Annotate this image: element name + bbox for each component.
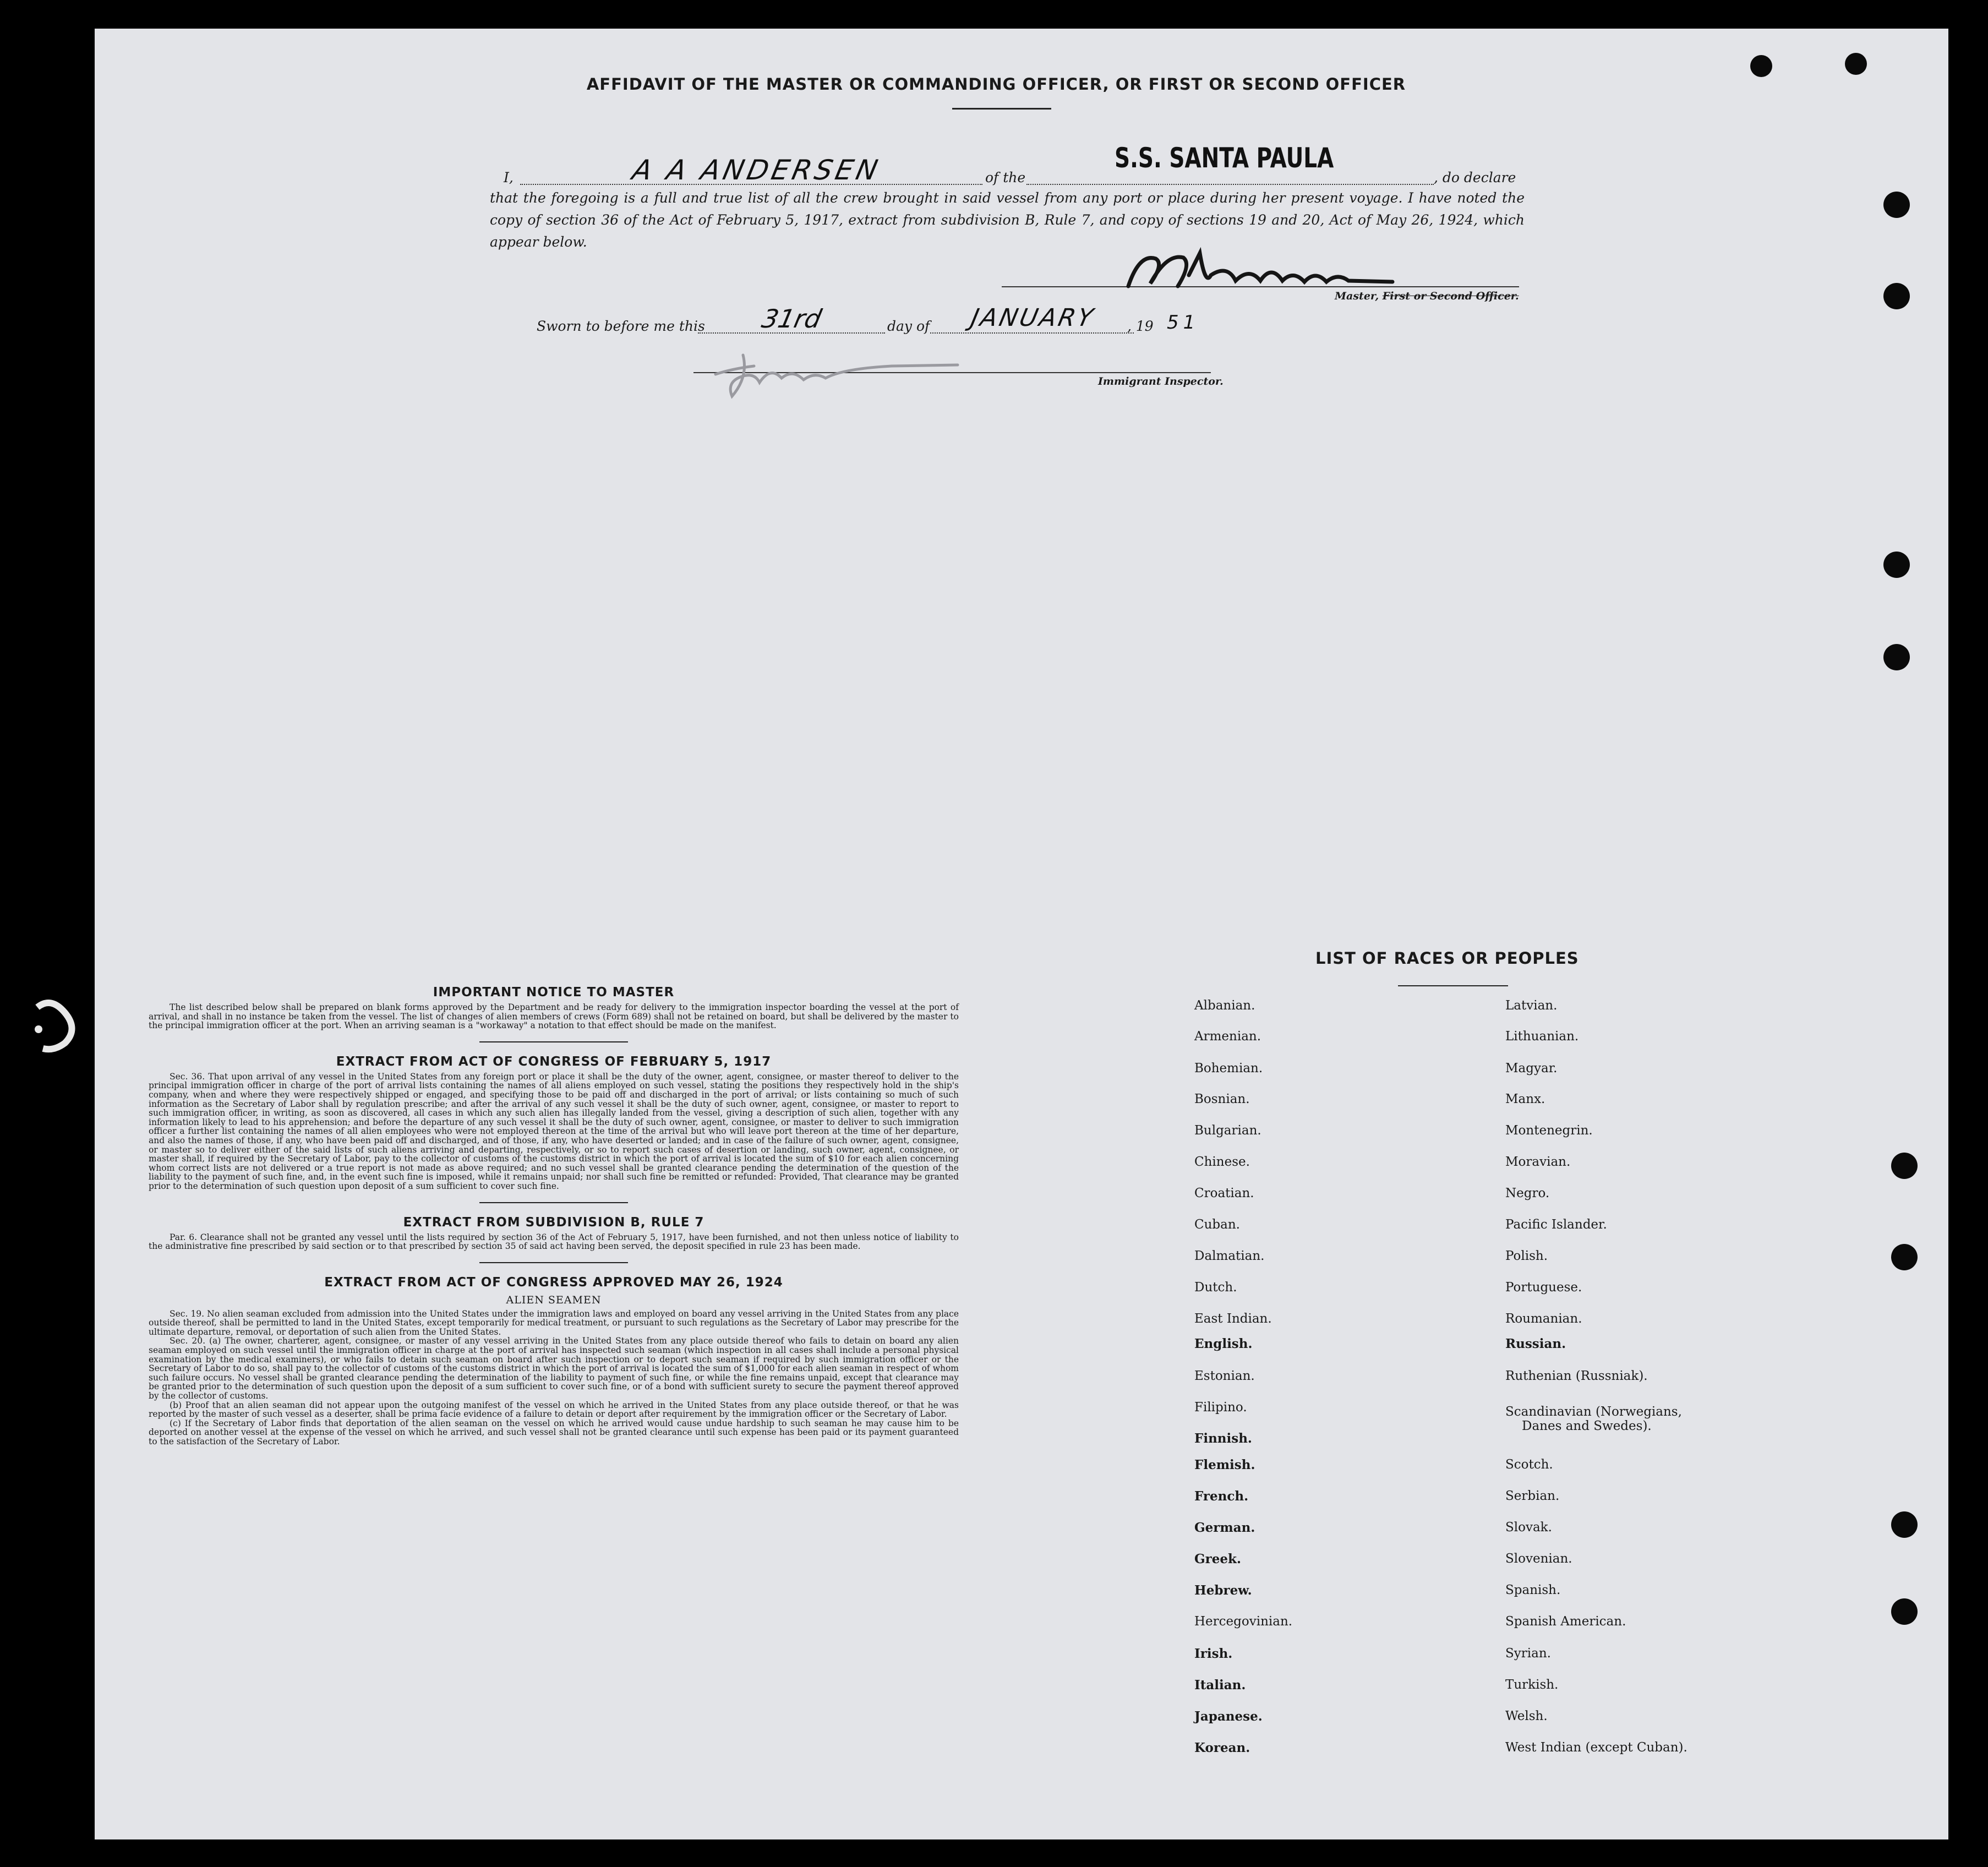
race-item: East Indian.: [1194, 1312, 1272, 1326]
affidavit-title: AFFIDAVIT OF THE MASTER OR COMMANDING OFFICER, OR FIRST OR SECOND OFFICER: [586, 75, 1406, 94]
race-item: Korean.: [1194, 1740, 1250, 1755]
race-item: Latvian.: [1505, 998, 1558, 1013]
race-item: Chinese.: [1194, 1155, 1250, 1169]
punch-hole: [1891, 1153, 1918, 1179]
race-item: Filipino.: [1194, 1400, 1247, 1415]
extract-1917-body: Sec. 36. That upon arrival of any vessel in the United States from any foreign port or place it shall be the duty of the owner, agent, consignee, or master thereof to deliver to the principal immigration officer in charge of the port of arrival lists containing the names of all aliens employed on such vessel, stating the positions they respectively hold in the ship's company, when and where they were respectively shipped or engaged, and specifying those to be paid off and discharged in the port of arrival; or lists containing so much of such information as the Secretary of Labor shall by regulation prescribe; and after the arrival of any such vessel it shall be the duty of such owner, agent, consignee, or master to report to such immigration officer, in writing, as soon as discovered, all cases in which any such alien has illegally landed from the vessel, giving a description of such alien, together with any information likely to lead to his apprehension; and before the departure of any such vessel it shall be the duty of such owner, agent, consignee, or master to deliver to such immigration officer a further list containing the names of all alien employees who were not employed thereon at the time of the arrival but who will leave port thereon at the time of her departure, and also the names of those, if any, who have been paid off and discharged, and of those, if any, who have deserted or landed; and in case of the failure of such owner, agent, consignee, or master so to deliver either of the said lists of such aliens arriving and departing, respectively, or so to report such cases of desertion or landing, such owner, agent, consignee, or master shall, if required by the Secretary of Labor, pay to the collector of customs of the customs district in which the port of arrival is located the sum of $10 for each alien concerning whom correct lists are not delivered or a true report is not made as above required; and no such vessel shall be granted clearance pending the determination of the question of the liability to the payment of such fine, and, in the event such fine is imposed, while it remains unpaid; nor shall such fine be remitted or refunded: Provided, That clearance may be granted prior to the determination of such question upon deposit of a sum sufficient to cover such fine.: [149, 1071, 959, 1191]
race-item: Lithuanian.: [1505, 1029, 1579, 1044]
race-item: Roumanian.: [1505, 1312, 1582, 1326]
races-title: LIST OF RACES OR PEOPLES: [1315, 949, 1579, 968]
punch-hole: [1891, 1511, 1918, 1538]
punch-hole: [1891, 1244, 1918, 1270]
i-label: I,: [504, 170, 514, 185]
race-item: Negro.: [1505, 1186, 1550, 1200]
race-item: Syrian.: [1505, 1646, 1551, 1661]
extract-1924-sec20a: Sec. 20. (a) The owner, charterer, agent, consignee, or master of any vessel arriving in the United States from any place outside thereof who fails to detain on board any alien seaman employed on such vessel until the immigration officer in charge at the port of arrival has inspected such seaman (which inspection in all cases shall include a personal physical examination by the medical examiners), or who fails to detain such seaman on board after such inspection or to deport such seaman if required by such immigration officer or the Secretary of Labor to do so, shall pay to the collector of customs of the customs district in which the port of arrival is located the sum of $1,000 for each alien seaman in respect of whom such failure occurs. No vessel shall be granted clearance pending the determination of the liability to payment of such fine, or while the fine remains unpaid, except that clearance may be granted prior to the determination of such question upon the deposit of a sum sufficient to cover such fine, or of a bond with sufficient surety to secure the payment thereof approved by the collector of customs.: [149, 1336, 959, 1401]
sworn-label: Sworn to before me this: [537, 318, 705, 334]
punch-hole: [1891, 1598, 1918, 1625]
race-item: Ruthenian (Russniak).: [1505, 1369, 1648, 1383]
master-signature: [1117, 242, 1414, 297]
race-item: Bosnian.: [1194, 1092, 1250, 1106]
inspector-signature: [710, 344, 963, 405]
race-item: Finnish.: [1194, 1431, 1252, 1446]
sworn-month-handwritten: JANUARY: [968, 304, 1098, 332]
race-item: Manx.: [1505, 1092, 1545, 1106]
extract-rule7-title: EXTRACT FROM SUBDIVISION B, RULE 7: [403, 1215, 704, 1230]
race-item: Irish.: [1194, 1646, 1233, 1661]
extract-rule7-body: Par. 6. Clearance shall not be granted any vessel until the lists required by section 36 of the Act of February 5, 1917, have been furnished, and not then unless notice of liability to the administrative fine prescribed by said section or to that prescribed by section 35 of said act having been served, the deposit specified in rule 23 has been made.: [149, 1232, 959, 1252]
extract-1924-title: EXTRACT FROM ACT OF CONGRESS APPROVED MAY 26, 1924: [324, 1275, 783, 1290]
race-item: German.: [1194, 1520, 1255, 1535]
race-item: Bohemian.: [1194, 1061, 1263, 1076]
day-of-label: day of: [887, 318, 930, 334]
divider: [479, 1262, 628, 1263]
vessel-line: [1026, 184, 1434, 185]
master-name-handwritten: A A ANDERSEN: [629, 154, 884, 186]
divider: [479, 1041, 628, 1042]
document-page: [95, 29, 1948, 1839]
race-item: Slovak.: [1505, 1520, 1552, 1535]
race-item: Flemish.: [1194, 1457, 1255, 1472]
master-label: [1335, 290, 1519, 302]
race-item: Bulgarian.: [1194, 1123, 1261, 1138]
race-item: Welsh.: [1505, 1709, 1548, 1723]
punch-hole: [1845, 53, 1867, 75]
do-declare-label: , do declare: [1434, 170, 1516, 185]
sworn-day-handwritten: 31rd: [759, 304, 824, 334]
month-line: [930, 332, 1134, 334]
race-item: Dalmatian.: [1194, 1249, 1265, 1263]
divider: [479, 1202, 628, 1203]
race-item: Polish.: [1505, 1249, 1548, 1263]
race-item: Pacific Islander.: [1505, 1218, 1607, 1232]
race-item: Moravian.: [1505, 1155, 1571, 1169]
master-title: Master,: [1335, 290, 1379, 302]
race-item: Dutch.: [1194, 1280, 1237, 1295]
notice-title: IMPORTANT NOTICE TO MASTER: [433, 985, 675, 1000]
punch-hole: [1883, 552, 1910, 578]
of-the-label: of the: [985, 170, 1026, 185]
extract-1924-sec20b: (b) Proof that an alien seaman did not appear upon the outgoing manifest of the vessel on which he arrived in the United States from any place outside thereof, or that he was reported by the master of such vessel as a deserter, shall be prima facie evidence of a failure to detain or deport after requirement by the immigration officer or the Secretary of Labor.: [149, 1400, 959, 1420]
struck-officer-title: First or Second Officer.: [1382, 290, 1519, 302]
race-item: French.: [1194, 1489, 1249, 1504]
race-item: Italian.: [1194, 1678, 1246, 1693]
punch-hole: [1883, 192, 1910, 218]
scan-artifact-mark: [26, 996, 81, 1057]
year-handwritten: 51: [1167, 312, 1200, 334]
extract-1924-sec19: Sec. 19. No alien seaman excluded from admission into the United States under the immigration laws and employed on board any vessel arriving in the United States from any place outside thereof, shall be permitted to land in the United States, except temporarily for medical treatment, or pursuant to such regulations as the Secretary of Labor may prescribe for the ultimate departure, removal, or deportation of such alien from the United States.: [149, 1308, 959, 1337]
punch-hole: [1750, 55, 1772, 77]
race-item: Slovenian.: [1505, 1552, 1572, 1566]
race-item: Cuban.: [1194, 1218, 1240, 1232]
race-item: Spanish.: [1505, 1583, 1561, 1597]
notices-section: [149, 985, 959, 1446]
race-item: Hebrew.: [1194, 1583, 1252, 1598]
race-item: Russian.: [1505, 1336, 1566, 1351]
race-item: Serbian.: [1505, 1489, 1560, 1503]
race-item: Hercegovinian.: [1194, 1614, 1293, 1629]
race-item: Portuguese.: [1505, 1280, 1582, 1295]
divider: [1398, 985, 1508, 986]
notice-body: The list described below shall be prepared on blank forms approved by the Department and be ready for delivery to the immigration inspector boarding the vessel at the port of arrival, and shall in no instance be taken from the vessel. The list of changes of alien members of crews (Form 689) shall not be retained on board, but shall be delivered by the master to the principal immigration officer at the port. When an arriving seaman is a "workaway" a notation to that effect should be made on the manifest.: [149, 1002, 959, 1031]
race-item: Armenian.: [1194, 1029, 1261, 1044]
race-item: Albanian.: [1194, 998, 1255, 1013]
extract-1924-sec20c: (c) If the Secretary of Labor finds that deportation of the alien seaman on the vessel on which he arrived would cause undue hardship to such seaman he may cause him to be deported on another vessel at the expense of the vessel on which he arrived, and such vessel shall not be granted clearance until such expense has been paid or its payment guaranteed to the satisfaction of the Secretary of Labor.: [149, 1418, 959, 1446]
extract-1924-subtitle: ALIEN SEAMEN: [506, 1293, 602, 1306]
race-item: West Indian (except Cuban).: [1505, 1740, 1687, 1755]
race-item: Croatian.: [1194, 1186, 1254, 1200]
affidavit-statement: that the foregoing is a full and true list of all the crew brought in said vessel from any port or place during her present voyage. I have noted the copy of section 36 of the Act of February 5, 1917, extract from subdivision B, Rule 7, and copy of sections 19 and 20, Act of May 26, 1924, which appear below.: [490, 190, 1525, 250]
race-item: Estonian.: [1194, 1369, 1255, 1383]
divider: [952, 108, 1051, 110]
race-item: Greek.: [1194, 1552, 1241, 1566]
race-item: Turkish.: [1505, 1678, 1559, 1692]
race-item: Spanish American.: [1505, 1614, 1626, 1629]
race-item: Montenegrin.: [1505, 1123, 1593, 1138]
punch-hole: [1883, 644, 1910, 670]
race-item: Scotch.: [1505, 1457, 1553, 1472]
race-item: Magyar.: [1505, 1061, 1558, 1076]
vessel-name-stamp: S.S. SANTA PAULA: [1115, 142, 1334, 174]
race-item: Danes and Swedes).: [1522, 1419, 1652, 1433]
race-item: Japanese.: [1194, 1709, 1263, 1724]
punch-hole: [1883, 283, 1910, 309]
race-item: English.: [1194, 1336, 1253, 1351]
race-item: Scandinavian (Norwegians,: [1505, 1405, 1682, 1419]
year-prefix: , 19: [1127, 318, 1154, 334]
extract-1917-title: EXTRACT FROM ACT OF CONGRESS OF FEBRUARY 5, 1917: [336, 1054, 772, 1069]
inspector-label: Immigrant Inspector.: [1098, 375, 1224, 387]
